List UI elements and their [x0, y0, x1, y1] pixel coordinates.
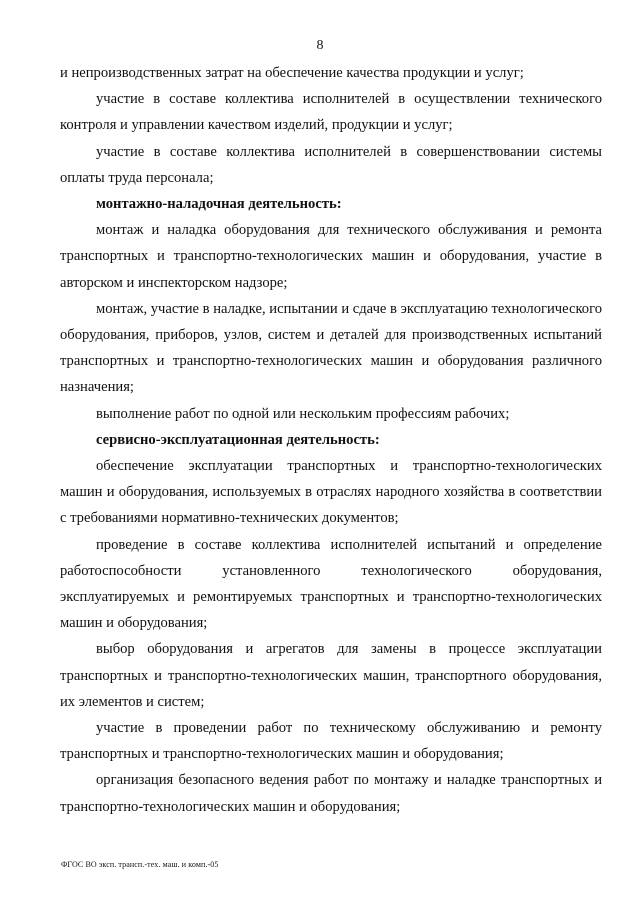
page-number: 8 [316, 38, 324, 53]
paragraph: проведение в составе коллектива исполнителей испытаний и определение работоспособности установленного технологического оборудования, эксплуатируемых и ремонтируемых транспортных и транспортно-технологических машин и оборудования; [60, 536, 602, 632]
paragraph: участие в составе коллектива исполнителей в совершенствовании системы оплаты труда персонала; [60, 143, 602, 186]
section-heading: монтажно-наладочная деятельность: [96, 196, 342, 213]
paragraph: участие в проведении работ по техническому обслуживанию и ремонту транспортных и транспортно-технологических машин и оборудования; [60, 720, 602, 763]
paragraph: обеспечение эксплуатации транспортных и транспортно-технологических машин и оборудования, используемых в отраслях народного хозяйства в соответствии с требованиями нормативно-технических документов; [60, 458, 602, 527]
paragraph: выполнение работ по одной или нескольким профессиям рабочих; [96, 405, 510, 422]
paragraph: участие в составе коллектива исполнителей в осуществлении технического контроля и управлении качеством изделий, продукции и услуг; [60, 91, 602, 134]
paragraph: организация безопасного ведения работ по монтажу и наладке транспортных и транспортно-технологических машин и оборудования; [60, 772, 602, 815]
paragraph: монтаж и наладка оборудования для технического обслуживания и ремонта транспортных и транспортно-технологических машин и оборудования, участие в авторском и инспекторском надзоре; [60, 222, 602, 291]
paragraph: и непроизводственных затрат на обеспечение качества продукции и услуг; [60, 65, 524, 81]
section-heading: сервисно-эксплуатационная деятельность: [96, 431, 380, 448]
document-footer: ФГОС ВО эксп. трансп.-тех. маш. и комп.-05 [61, 860, 219, 869]
paragraph: выбор оборудования и агрегатов для замены в процессе эксплуатации транспортных и транспортно-технологических машин, транспортного оборудования, их элементов и систем; [60, 641, 602, 710]
paragraph: монтаж, участие в наладке, испытании и сдаче в эксплуатацию технологического оборудования, приборов, узлов, систем и деталей для производственных испытаний транспортных и транспортно-технологических машин и оборудования различного назначения; [60, 300, 603, 396]
document-body [60, 60, 602, 820]
